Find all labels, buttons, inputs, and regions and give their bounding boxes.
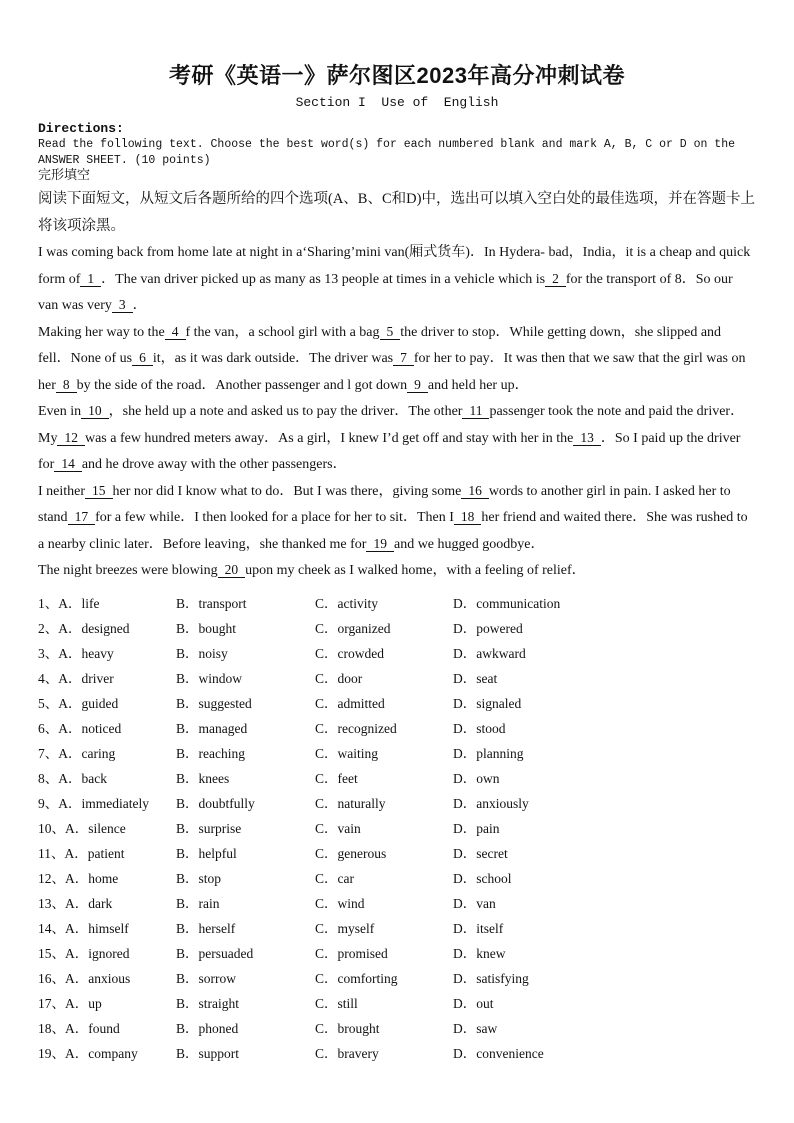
question-number-and-option-a: 17、A．up [38,996,102,1011]
option-d: D．convenience [453,1046,544,1061]
option-d: D．knew [453,946,506,961]
cloze-blank: 14 [54,456,82,472]
option-b: B．sorrow [176,971,236,986]
option-c: C．bravery [315,1046,379,1061]
option-b: B．helpful [176,846,237,861]
cloze-blank: 4 [165,324,186,340]
option-b: B．phoned [176,1021,239,1036]
question-row [38,890,756,915]
option-b: B．support [176,1046,240,1061]
cloze-blank: 8 [56,377,77,393]
question-row [38,690,756,715]
option-b: B．persuaded [176,946,254,961]
cloze-blank: 5 [380,324,401,340]
question-number-and-option-a: 6、A．noticed [38,721,122,736]
question-row [38,915,756,940]
option-b: B．suggested [176,696,252,711]
question-row [38,640,756,665]
option-d: D．own [453,771,500,786]
question-number-and-option-a: 14、A．himself [38,921,129,936]
cloze-blank: 19 [366,536,394,552]
question-number-and-option-a: 4、A．driver [38,671,114,686]
passage-paragraph: I neither 15 her nor did I know what to do．But I was there，giving some 16 words to another girl in pain. I asked her to stand 17 for a few while．I then looked for a place for her to sit．Then I 18 her friend and waited there．She was rushed to a nearby clinic later．Before leaving，she thanked me for 19 and we hugged goodbye． [38,482,748,552]
question-row [38,940,756,965]
question-row [38,965,756,990]
option-c: C．door [315,671,363,686]
option-b: B．bought [176,621,237,636]
passage-paragraph: The night breezes were blowing 20 upon my cheek as I walked home，with a feeling of relief． [38,562,586,578]
cloze-blank: 2 [545,271,566,287]
cloze-section-label: 完形填空 [38,168,91,183]
option-d: D．awkward [453,646,526,661]
cloze-blank: 20 [218,562,246,578]
cloze-blank: 15 [85,483,113,499]
option-c: C．vain [315,821,361,836]
question-number-and-option-a: 10、A．silence [38,821,126,836]
option-b: B．doubtfully [176,796,255,811]
question-row [38,815,756,840]
cloze-blank: 13 [573,430,601,446]
option-b: B．window [176,671,243,686]
question-number-and-option-a: 13、A．dark [38,896,113,911]
question-number-and-option-a: 16、A．anxious [38,971,131,986]
option-d: D．powered [453,621,523,636]
option-c: C．crowded [315,646,384,661]
directions-text: Read the following text. Choose the best word(s) for each numbered blank and mark A, B, C or D on the ANSWER SHEET. (10 points) [38,138,736,167]
question-row [38,665,756,690]
option-d: D．stood [453,721,506,736]
cloze-blank: 12 [57,430,85,446]
cloze-blank: 18 [454,509,482,525]
section-heading: Section I Use of English [295,95,499,110]
option-b: B．managed [176,721,248,736]
option-c: C．promised [315,946,388,961]
option-d: D．pain [453,821,500,836]
option-c: C．admitted [315,696,385,711]
chinese-instructions: 阅读下面短文，从短文后各题所给的四个选项(A、B、C和D)中，选出可以填入空白处的最佳选项，并在答题卡上将该项涂黑。 [38,191,755,234]
passage-paragraph: Even in 10 ，she held up a note and asked us to pay the driver．The other 11 passenger took the note and paid the driver．My 12 was a few hundred meters away．As a girl，I knew I’d get off and stay with her in the 13 ．So I paid up the driver for 14 and he drove away with the other passengers． [38,403,745,472]
option-d: D．school [453,871,512,886]
question-row [38,840,756,865]
question-number-and-option-a: 2、A．designed [38,621,130,636]
question-number-and-option-a: 8、A．back [38,771,107,786]
passage-paragraph: Making her way to the 4 f the van，a school girl with a bag 5 the driver to stop．While getting down，she slipped and fell．None of us 6 it，as it was dark outside．The driver was 7 for her to pay．It was then that we saw that the girl was on her 8 by the side of the road．Another passenger and l got down 9 and held her up． [38,323,746,393]
question-number-and-option-a: 18、A．found [38,1021,120,1036]
cloze-blank: 10 [81,403,109,419]
cloze-passage [38,240,756,585]
option-b: B．straight [176,996,239,1011]
cloze-blank: 11 [462,403,489,419]
questions-list [38,590,756,1065]
cloze-blank: 16 [461,483,489,499]
option-b: B．surprise [176,821,242,836]
question-row [38,615,756,640]
question-row [38,990,756,1015]
question-number-and-option-a: 1、A．life [38,596,100,611]
option-c: C．organized [315,621,391,636]
option-d: D．out [453,996,494,1011]
question-row [38,1040,756,1065]
option-c: C．still [315,996,358,1011]
option-d: D．saw [453,1021,498,1036]
cloze-blank: 7 [393,350,414,366]
option-b: B．stop [176,871,222,886]
question-row [38,790,756,815]
option-c: C．generous [315,846,387,861]
option-d: D．secret [453,846,508,861]
option-c: C．myself [315,921,375,936]
cloze-blank: 1 [80,271,101,287]
question-number-and-option-a: 7、A．caring [38,746,116,761]
cloze-blank: 3 [112,297,133,313]
question-number-and-option-a: 12、A．home [38,871,119,886]
question-row [38,865,756,890]
question-number-and-option-a: 19、A．company [38,1046,138,1061]
option-c: C．comforting [315,971,398,986]
question-number-and-option-a: 11、A．patient [38,846,125,861]
option-d: D．anxiously [453,796,529,811]
option-b: B．herself [176,921,236,936]
cloze-blank: 17 [68,509,96,525]
option-b: B．reaching [176,746,245,761]
option-d: D．itself [453,921,504,936]
option-c: C．naturally [315,796,386,811]
question-number-and-option-a: 3、A．heavy [38,646,114,661]
question-number-and-option-a: 9、A．immediately [38,796,149,811]
option-b: B．knees [176,771,230,786]
question-row [38,765,756,790]
question-row [38,740,756,765]
option-c: C．brought [315,1021,380,1036]
page-title: 考研《英语一》萨尔图区2023年高分冲刺试卷 [169,63,625,88]
option-d: D．signaled [453,696,522,711]
option-c: C．feet [315,771,358,786]
option-d: D．communication [453,596,561,611]
question-number-and-option-a: 5、A．guided [38,696,119,711]
option-c: C．recognized [315,721,397,736]
option-c: C．wind [315,896,365,911]
option-b: B．noisy [176,646,228,661]
option-c: C．activity [315,596,378,611]
option-d: D．satisfying [453,971,529,986]
option-d: D．van [453,896,496,911]
question-row [38,1015,756,1040]
passage-paragraph: I was coming back from home late at night in a‘Sharing’mini van(厢式货车)．In Hydera- bad，India，it is a cheap and quick form of 1 ．The van driver picked up as many as 13 people at times in a vehicle which is 2 for the transport of 8．So our van was very 3 ． [38,245,751,313]
directions-label: Directions: [38,121,124,136]
option-b: B．transport [176,596,247,611]
option-d: D．planning [453,746,524,761]
cloze-blank: 6 [132,350,153,366]
option-c: C．car [315,871,354,886]
question-row [38,715,756,740]
question-row [38,590,756,615]
question-number-and-option-a: 15、A．ignored [38,946,130,961]
option-c: C．waiting [315,746,378,761]
option-d: D．seat [453,671,498,686]
option-b: B．rain [176,896,220,911]
cloze-blank: 9 [407,377,428,393]
